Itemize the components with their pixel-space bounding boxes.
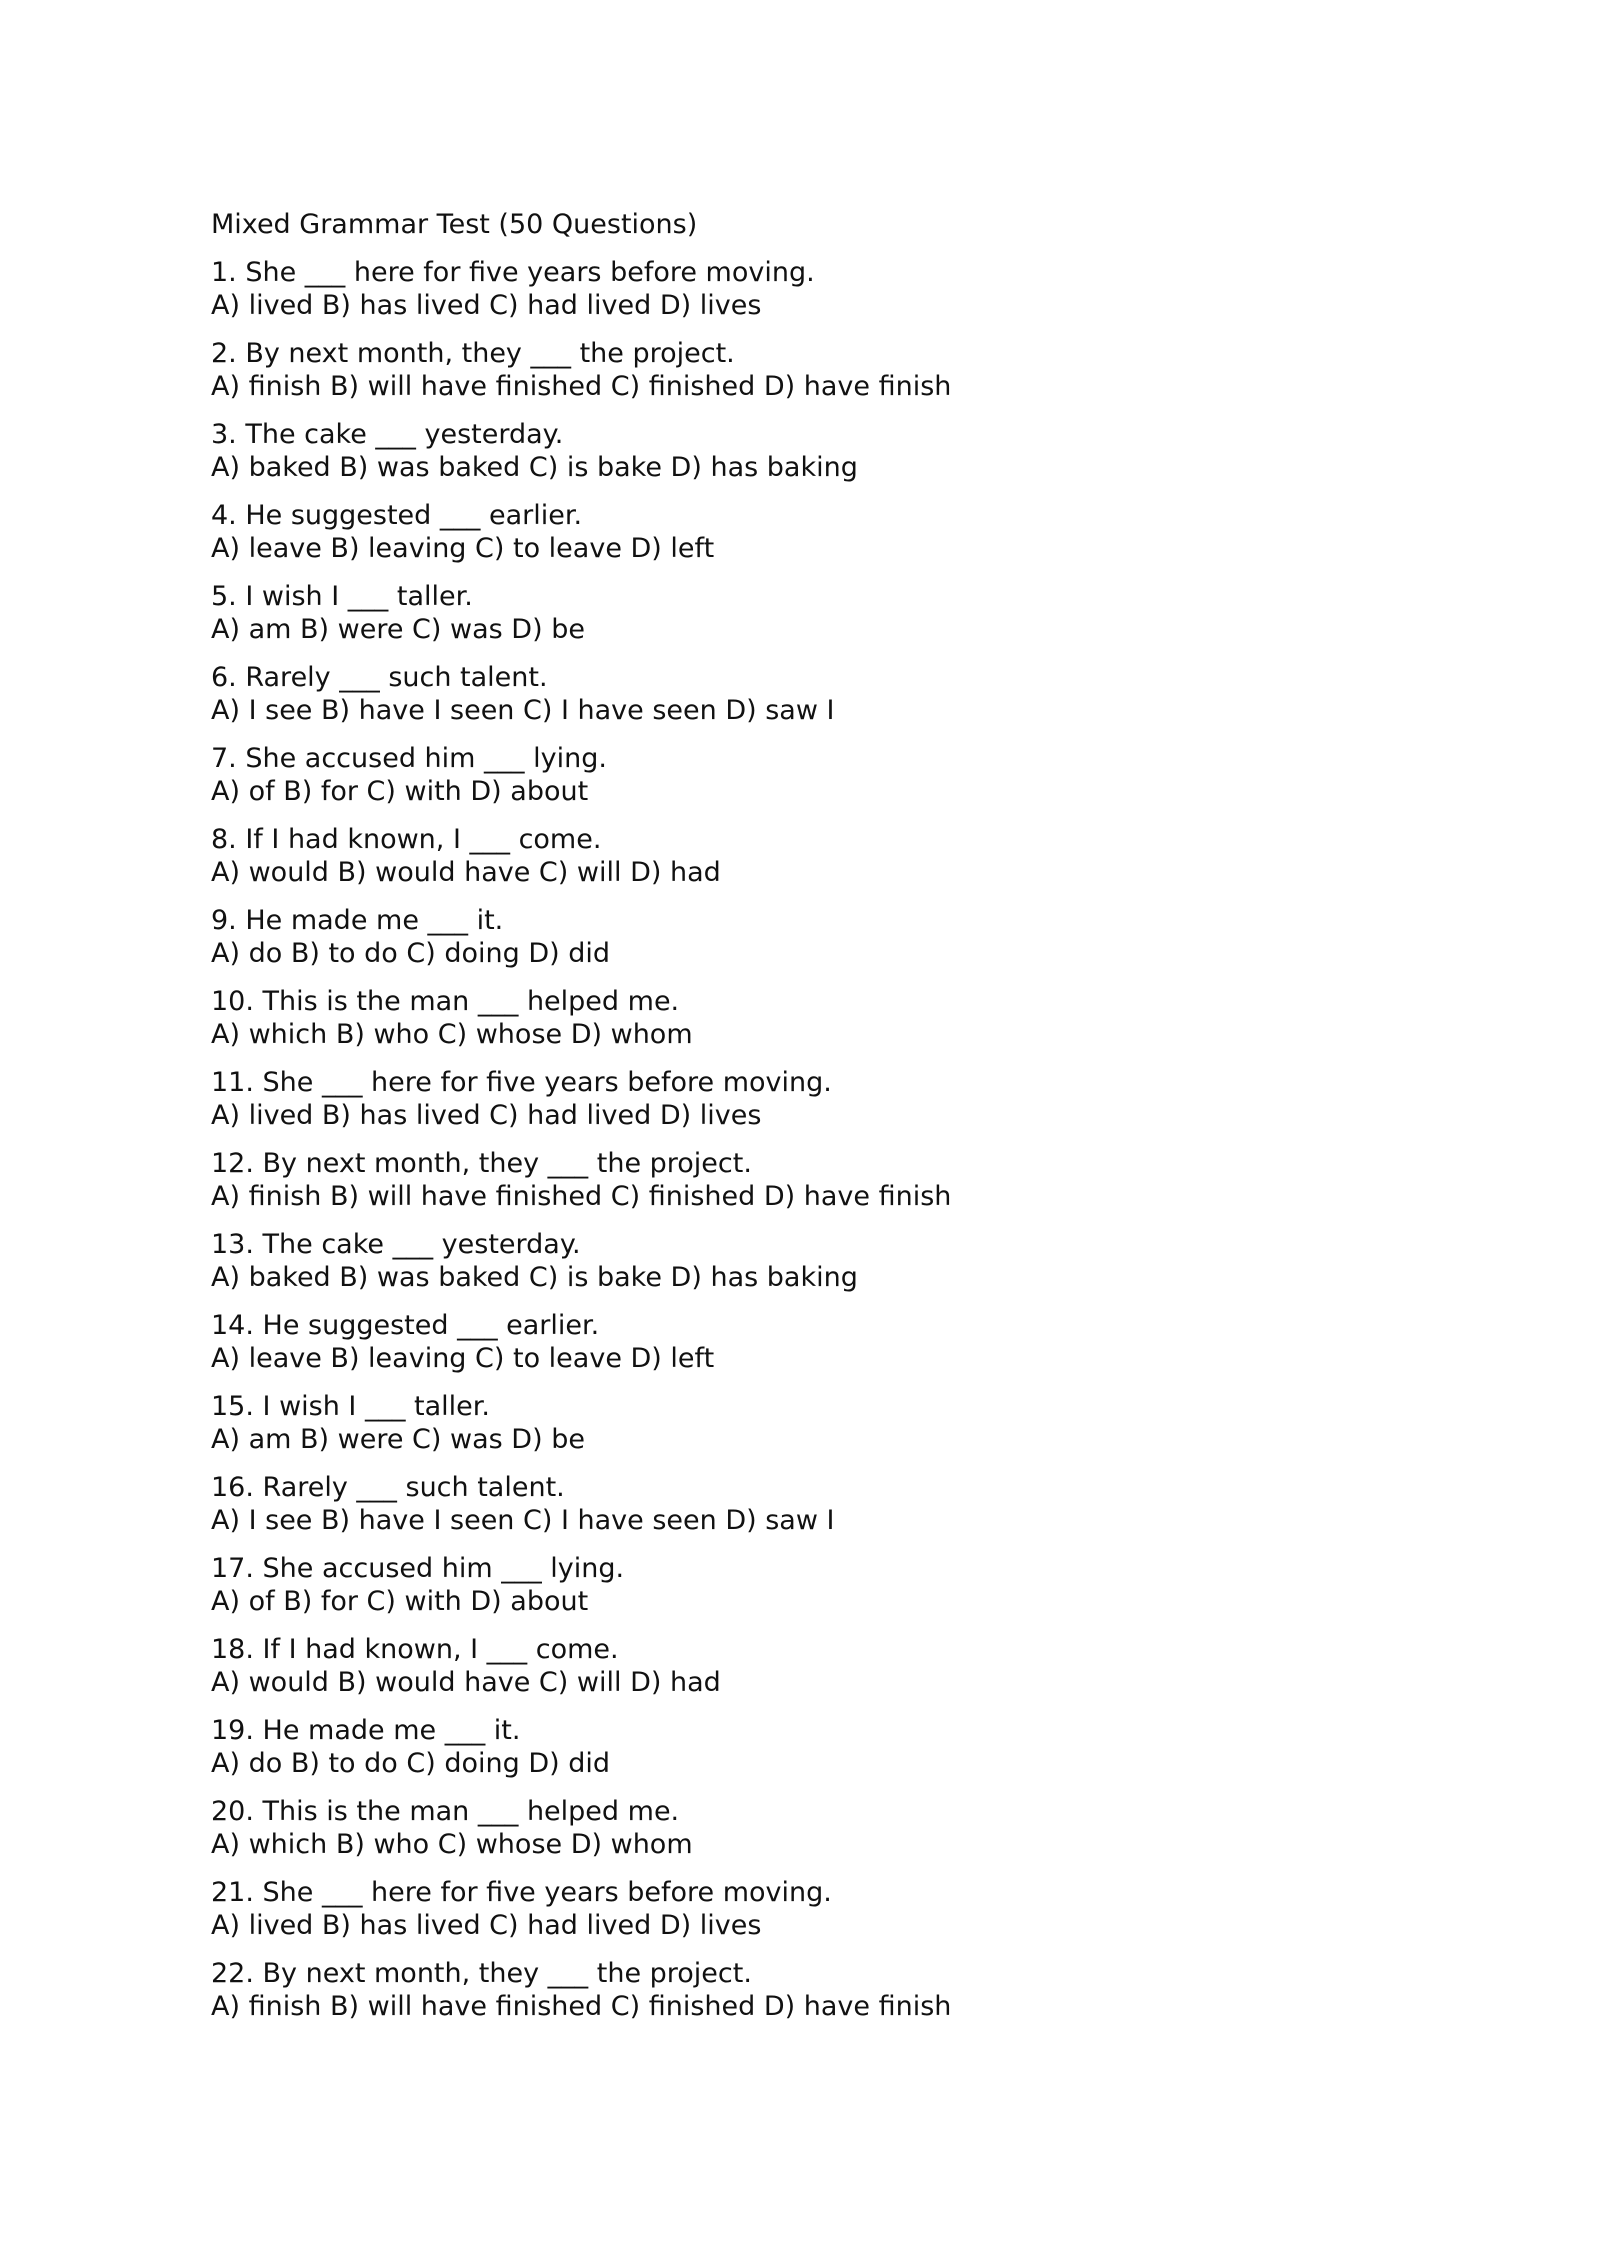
question-options: A) do B) to do C) doing D) did (211, 937, 611, 969)
question-item (211, 1472, 1411, 1537)
question-options: A) of B) for C) with D) about (211, 775, 589, 807)
question-item (211, 986, 1411, 1051)
question-options: A) leave B) leaving C) to leave D) left (211, 532, 715, 564)
question-text: 18. If I had known, I ___ come. (211, 1634, 619, 1665)
question-text: 12. By next month, they ___ the project. (211, 1148, 752, 1179)
question-options: A) am B) were C) was D) be (211, 613, 585, 645)
question-options: A) lived B) has lived C) had lived D) lives (211, 289, 762, 321)
question-options: A) do B) to do C) doing D) did (211, 1747, 611, 1779)
question-text: 11. She ___ here for five years before moving. (211, 1067, 832, 1098)
question-text: 7. She accused him ___ lying. (211, 743, 607, 774)
question-item (211, 1229, 1411, 1294)
question-options: A) lived B) has lived C) had lived D) lives (211, 1099, 762, 1131)
question-text: 17. She accused him ___ lying. (211, 1553, 625, 1584)
question-text: 21. She ___ here for five years before moving. (211, 1877, 832, 1908)
question-item (211, 1148, 1411, 1213)
question-text: 13. The cake ___ yesterday. (211, 1229, 581, 1260)
question-text: 14. He suggested ___ earlier. (211, 1310, 600, 1341)
question-item (211, 1067, 1411, 1132)
question-item (211, 338, 1411, 403)
question-options: A) which B) who C) whose D) whom (211, 1828, 693, 1860)
question-text: 2. By next month, they ___ the project. (211, 338, 735, 369)
question-item (211, 1391, 1411, 1456)
question-options: A) of B) for C) with D) about (211, 1585, 589, 1617)
question-options: A) leave B) leaving C) to leave D) left (211, 1342, 715, 1374)
question-item (211, 1310, 1411, 1375)
question-text: 16. Rarely ___ such talent. (211, 1472, 565, 1503)
question-options: A) would B) would have C) will D) had (211, 1666, 721, 1698)
question-options: A) which B) who C) whose D) whom (211, 1018, 693, 1050)
document-title: Mixed Grammar Test (50 Questions) (211, 209, 698, 240)
question-options: A) baked B) was baked C) is bake D) has baking (211, 1261, 858, 1293)
question-item (211, 905, 1411, 970)
question-text: 9. He made me ___ it. (211, 905, 504, 936)
question-text: 3. The cake ___ yesterday. (211, 419, 564, 450)
question-item (211, 1634, 1411, 1699)
question-item (211, 1796, 1411, 1861)
document-body (211, 209, 1411, 2039)
question-item (211, 500, 1411, 565)
question-options: A) would B) would have C) will D) had (211, 856, 721, 888)
question-options: A) am B) were C) was D) be (211, 1423, 585, 1455)
question-text: 6. Rarely ___ such talent. (211, 662, 548, 693)
question-item (211, 662, 1411, 727)
question-text: 20. This is the man ___ helped me. (211, 1796, 680, 1827)
question-options: A) I see B) have I seen C) I have seen D) saw I (211, 1504, 835, 1536)
question-item (211, 1877, 1411, 1942)
question-options: A) I see B) have I seen C) I have seen D) saw I (211, 694, 835, 726)
question-item (211, 257, 1411, 322)
question-options: A) finish B) will have finished C) finished D) have finish (211, 1990, 952, 2022)
question-text: 19. He made me ___ it. (211, 1715, 521, 1746)
question-item (211, 743, 1411, 808)
question-options: A) finish B) will have finished C) finished D) have finish (211, 370, 952, 402)
question-text: 1. She ___ here for five years before moving. (211, 257, 815, 288)
question-options: A) lived B) has lived C) had lived D) lives (211, 1909, 762, 1941)
question-item (211, 581, 1411, 646)
question-item (211, 1553, 1411, 1618)
question-text: 15. I wish I ___ taller. (211, 1391, 490, 1422)
question-text: 4. He suggested ___ earlier. (211, 500, 583, 531)
question-text: 22. By next month, they ___ the project. (211, 1958, 752, 1989)
question-item (211, 1715, 1411, 1780)
question-item (211, 1958, 1411, 2023)
question-text: 8. If I had known, I ___ come. (211, 824, 602, 855)
question-text: 5. I wish I ___ taller. (211, 581, 473, 612)
question-list (211, 257, 1411, 2023)
question-item (211, 824, 1411, 889)
question-item (211, 419, 1411, 484)
question-text: 10. This is the man ___ helped me. (211, 986, 680, 1017)
question-options: A) baked B) was baked C) is bake D) has baking (211, 451, 858, 483)
question-options: A) finish B) will have finished C) finished D) have finish (211, 1180, 952, 1212)
